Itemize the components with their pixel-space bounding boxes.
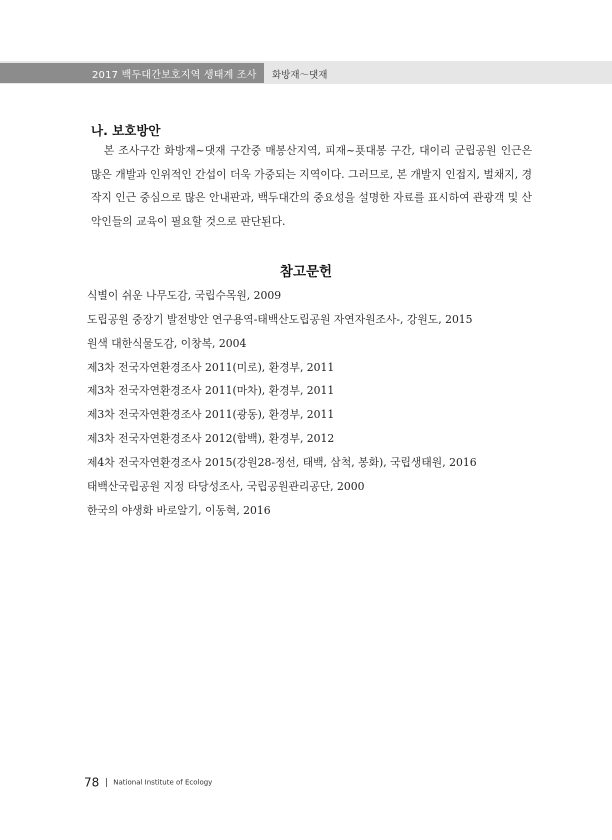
reference-item: 원색 대한식물도감, 이창복, 2004 <box>87 336 247 350</box>
reference-item: 식별이 쉬운 나무도감, 국립수목원, 2009 <box>87 289 282 302</box>
section-paragraph <box>91 139 532 234</box>
references-list <box>87 289 477 527</box>
running-header-title: 2017 백두대간보호지역 생태계 조사 <box>92 70 257 81</box>
paragraph-text: 본 조사구간 화방재~댓재 구간중 매봉산지역, 피재~푯대봉 구간, 대이리 군립공원 인근은 많은 개발과 인위적인 간섭이 더욱 가중되는 지역이다. 그러므로, 본 개발지 인접지, 벌채지, 경작지 인근 중심으로 많은 안내판과, 백두대간의 중요성을 설명한 자료를 표시하여 관광객 및 산악인들의 교육이 필요할 것으로 판단된다. <box>91 144 532 229</box>
reference-item: 제3차 전국자연환경조사 2011(미로), 환경부, 2011 <box>87 360 335 374</box>
footer-divider <box>106 778 107 787</box>
reference-item: 태백산국립공원 지정 타당성조사, 국립공원관리공단, 2000 <box>87 479 365 493</box>
reference-item: 제3차 전국자연환경조사 2011(광동), 환경부, 2011 <box>87 408 335 422</box>
page-footer <box>84 772 212 791</box>
reference-item: 한국의 야생화 바로알기, 이동혁, 2016 <box>87 503 271 517</box>
footer-publisher: National Institute of Ecology <box>113 778 213 787</box>
references-heading: 참고문헌 <box>279 264 333 280</box>
reference-item: 제3차 전국자연환경조사 2011(마차), 환경부, 2011 <box>87 384 335 398</box>
reference-item: 제4차 전국자연환경조사 2015(강원28-정선, 태백, 삼척, 봉화), 국립생태원, 2016 <box>87 455 477 469</box>
reference-item: 도립공원 중장기 발전방안 연구용역-태백산도립공원 자연자원조사-, 강원도, 2015 <box>87 312 473 326</box>
running-header-section: 화방재～댓재 <box>272 70 328 81</box>
section-heading: 나. 보호방안 <box>91 123 161 138</box>
reference-item: 제3차 전국자연환경조사 2012(함백), 환경부, 2012 <box>87 432 335 446</box>
page-number: 78 <box>84 775 100 790</box>
